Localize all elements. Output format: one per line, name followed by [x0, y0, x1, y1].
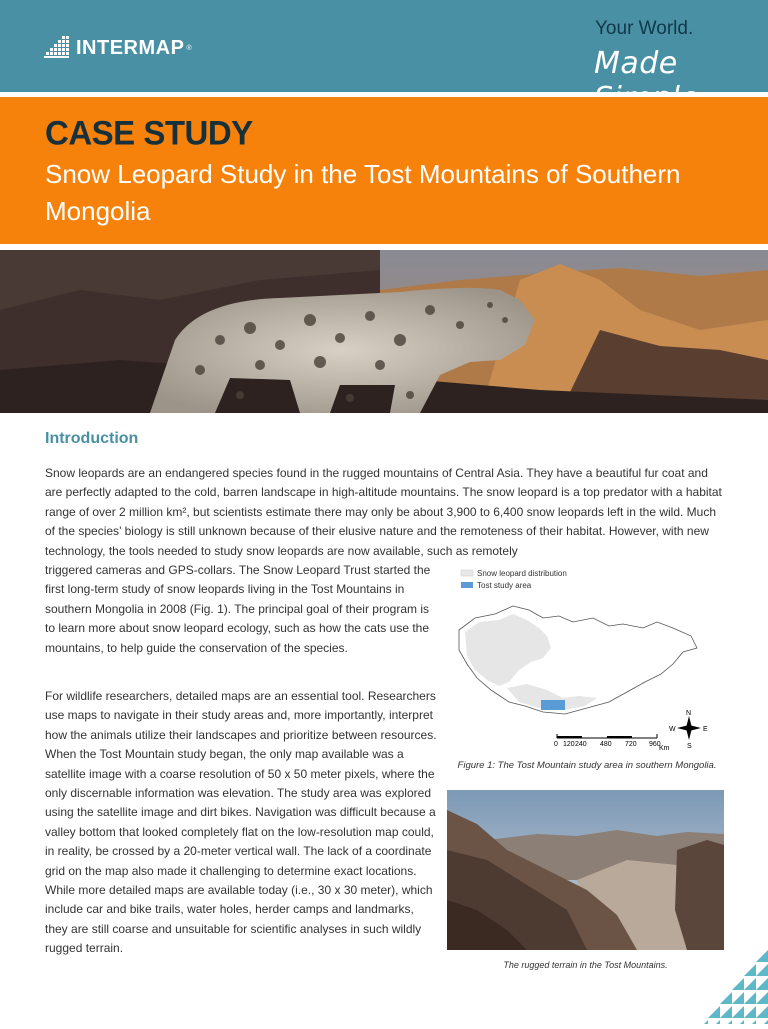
body-paragraph: triggered cameras and GPS-collars. The Snow Leopard Trust started the first long-term study of snow leopards living in the Tost Mountains in southern Mongolia in 2008 (Fig. 1). The principal goal of their program is to learn more about snow leopard ecology, such as how the cats use the mountains, to help guide the conservation of the species. [45, 563, 431, 655]
body-paragraph: Snow leopards are an endangered species found in the rugged mountains of Central Asia. They have a beautiful fur coat and are perfectly adapted to the cold, barren landscape in high-altitude mountains. The snow leopard is a top predator with a habitat range of over 2 million km², but scientists estimate there may only be about 3,900 to 6,400 snow leopards left in the wild. Much of the species’ biology is still unknown because of their elusive nature and the remoteness of their habitat. However, with new technology, the tools needed to study snow leopards are now available, such as remotely [45, 466, 722, 558]
legend-distribution-swatch [461, 570, 473, 576]
scale-tick: 480 [600, 741, 612, 748]
logo-text: INTERMAP [76, 36, 185, 59]
scale-unit: Km [659, 745, 670, 752]
header-bar [0, 0, 768, 92]
compass-rose-icon [669, 710, 708, 750]
section-heading: Introduction [45, 430, 139, 447]
tost-study-area [541, 700, 565, 710]
legend-distribution-label: Snow leopard distribution [477, 569, 567, 578]
scale-tick: 960 [649, 741, 661, 748]
logo-grid-icon [44, 36, 70, 60]
scale-tick: 0 [554, 741, 558, 748]
svg-text:S: S [687, 743, 692, 750]
scale-tick: 240 [575, 741, 587, 748]
svg-text:W: W [669, 726, 676, 733]
figure-caption: Figure 1: The Tost Mountain study area in southern Mongolia. [457, 760, 717, 771]
decorative-triangles [690, 950, 768, 1024]
body-paragraph: For wildlife researchers, detailed maps are an essential tool. Researchers use maps to navigate in their study areas and, more importantly, interpret how the animals utilize their landscapes and prioritize between resources. When the Tost Mountain study began, the only map available was a satellite image with a coarse resolution of 50 x 50 meter pixels, where the only discernable information was elevation. The study area was explored using the satellite image and dirt bikes. Navigation was difficult because a valley bottom that looked completely flat on the low-resolution map could, in reality, be crossed by a 20-meter vertical wall. The lack of a coordinate grid on the map also made it challenging to determine exact locations. While more detailed maps are available today (i.e., 30 x 30 meter), which include car and bike trails, water holes, herder camps and landmarks, they are still coarse and unsuitable for scientific analyses in such wildly rugged terrain. [45, 689, 437, 956]
page-title: Snow Leopard Study in the Tost Mountains of Southern Mongolia [45, 159, 681, 226]
mongolia-map-figure [447, 566, 727, 756]
photo-caption: The rugged terrain in the Tost Mountains. [503, 960, 668, 970]
case-study-label: CASE STUDY [45, 113, 253, 152]
tagline-line2: Made [594, 46, 678, 81]
legend-study-label: Tost study area [477, 581, 532, 590]
tagline-line1: Your World. [595, 18, 694, 39]
svg-text:N: N [686, 710, 692, 717]
snow-leopard-photo [0, 250, 768, 413]
registered-mark: ® [186, 44, 192, 52]
scale-tick: 720 [625, 741, 637, 748]
scale-tick: 120 [563, 741, 575, 748]
legend-study-swatch [461, 582, 473, 588]
rugged-terrain-photo [447, 790, 724, 950]
intermap-logo [44, 36, 192, 60]
svg-text:E: E [703, 726, 708, 733]
